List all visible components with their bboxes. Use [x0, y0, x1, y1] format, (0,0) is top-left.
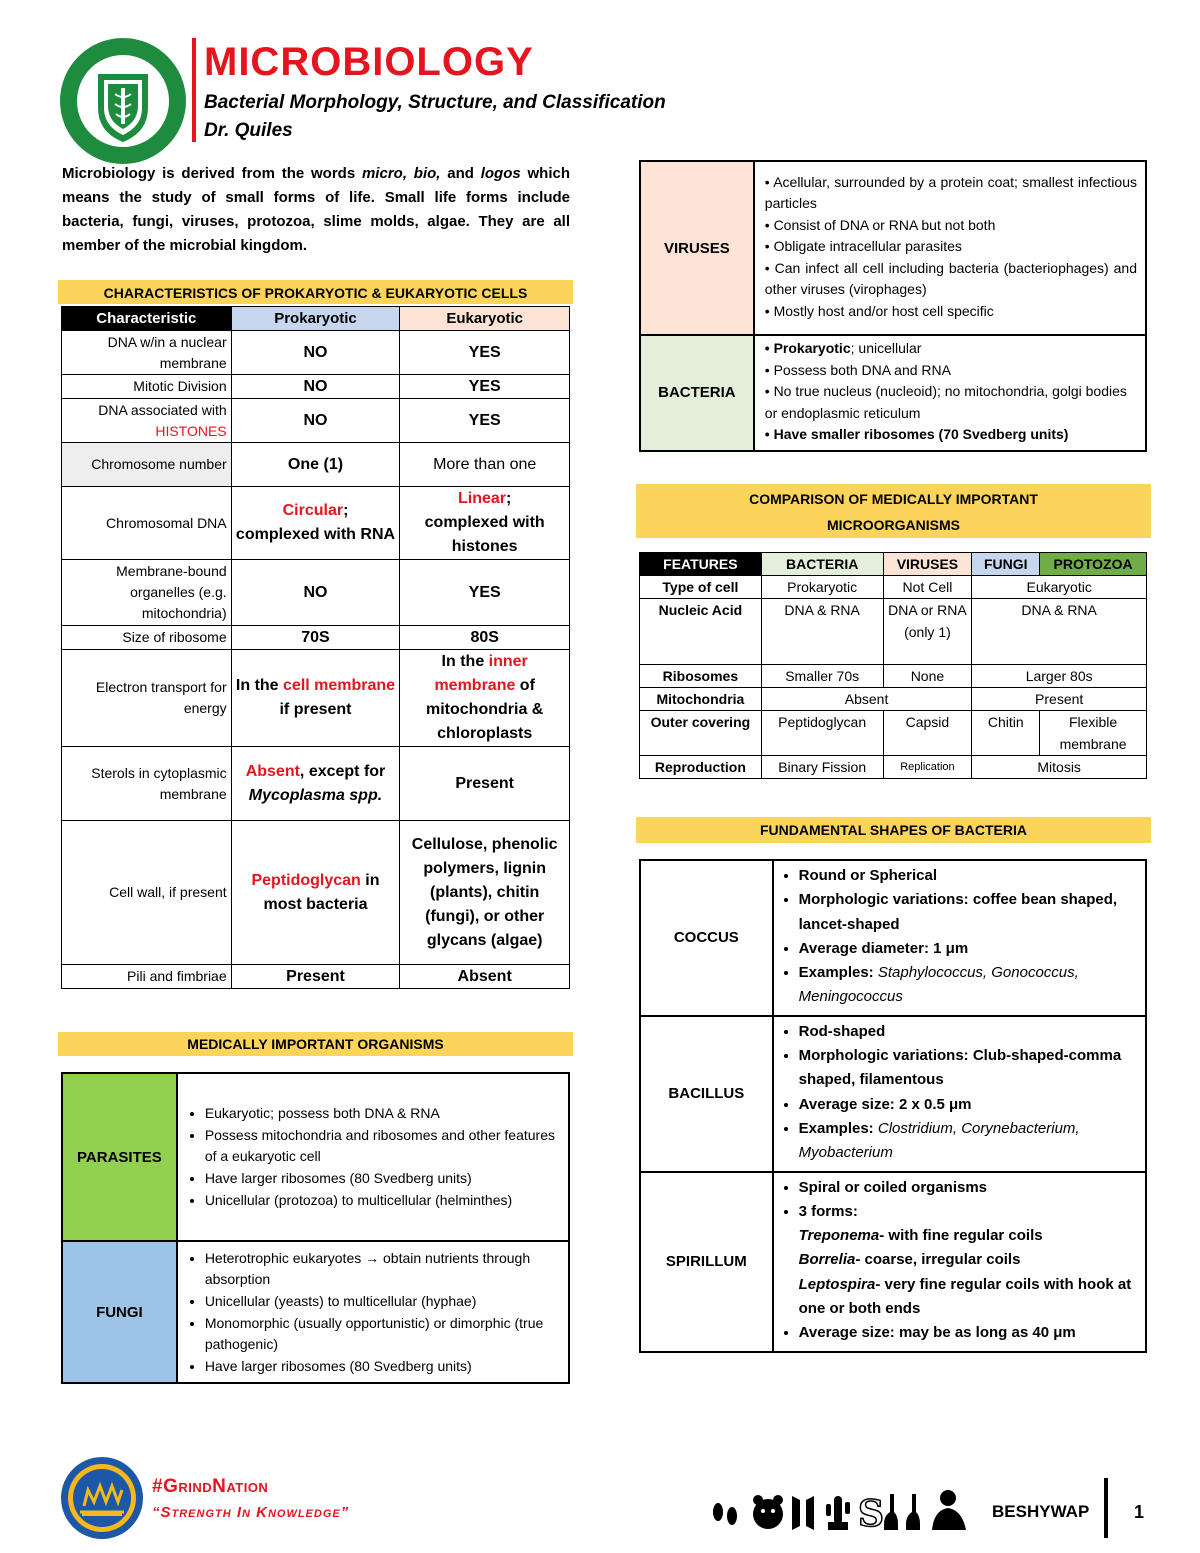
cell-value: YES — [400, 331, 570, 375]
table-row — [62, 331, 570, 375]
table-row — [640, 756, 1147, 779]
cell-value: None — [883, 665, 972, 688]
spirillum-details — [773, 1172, 1146, 1352]
cell-value: Flexible membrane — [1040, 711, 1147, 756]
cell-value: Larger 80s — [972, 665, 1147, 688]
organisms-banner: MEDICALLY IMPORTANT ORGANISMS — [58, 1032, 573, 1056]
list-item: • Eukaryotic; possess both DNA & RNA — [205, 1103, 567, 1124]
characteristics-table — [61, 306, 570, 989]
cell-value: DNA & RNA — [972, 599, 1147, 665]
person-icon — [932, 1490, 966, 1530]
bear-icon — [753, 1495, 783, 1529]
parasites-details — [177, 1073, 569, 1241]
list-item: • Average diameter: 1 μm — [799, 937, 1144, 961]
brand-name: BESHYWAP — [992, 1502, 1090, 1521]
bts-logo-icon — [792, 1496, 814, 1530]
list-item: • Heterotrophic eukaryotes → obtain nutrients through absorption — [205, 1248, 567, 1290]
list-item: • Round or Spherical — [799, 864, 1144, 888]
fungi-label: FUNGI — [62, 1241, 177, 1383]
cactus-icon — [826, 1496, 850, 1530]
table-row — [640, 335, 1146, 451]
row-label: Electron transport for energy — [62, 650, 232, 747]
table-row — [62, 560, 570, 626]
table-row — [62, 747, 570, 821]
list-item: • Obligate intracellular parasites — [764, 238, 962, 255]
cell-value: Present — [400, 747, 570, 821]
organisms-table — [61, 1072, 570, 1384]
coccus-label: COCCUS — [640, 860, 773, 1016]
cell-value: Smaller 70s — [761, 665, 883, 688]
header-fungi: FUNGI — [972, 553, 1040, 576]
row-label: Pili and fimbriae — [62, 965, 232, 989]
list-item: • Have larger ribosomes (80 Svedberg units) — [205, 1356, 567, 1377]
header-eukaryotic: Eukaryotic — [400, 307, 570, 331]
list-item: • Morphologic variations: coffee bean shaped, lancet-shaped — [799, 888, 1144, 937]
fungi-details — [177, 1241, 569, 1383]
list-item: • Possess both DNA and RNA — [764, 361, 951, 378]
cell-value: Binary Fission — [761, 756, 883, 779]
cell-value: Present — [972, 688, 1147, 711]
cell-value: NO — [231, 375, 400, 399]
table-row — [640, 1016, 1146, 1172]
list-item: • No true nucleus (nucleoid); no mitochondria, golgi bodies or endoplasmic reticulum — [764, 383, 1127, 421]
row-label: Nucleic Acid — [640, 599, 762, 665]
row-label: Type of cell — [640, 576, 762, 599]
table-row — [640, 665, 1147, 688]
cell-value: 80S — [400, 626, 570, 650]
cell-value: Circular; complexed with RNA — [231, 487, 400, 560]
list-item: • Monomorphic (usually opportunistic) or dimorphic (true pathogenic) — [205, 1313, 567, 1355]
decorative-icons-strip — [708, 1486, 980, 1532]
bacteria-details — [754, 335, 1146, 451]
university-seal-logo — [58, 36, 188, 166]
cell-value: Absent — [400, 965, 570, 989]
table-header-row — [62, 307, 570, 331]
hashtag-text: #GrindNation — [152, 1476, 269, 1497]
comparison-table — [639, 552, 1147, 779]
row-label: DNA associated with HISTONES — [62, 399, 232, 443]
list-item: • Rod-shaped — [799, 1020, 1144, 1044]
list-item: • Morphologic variations: Club-shaped-comma shaped, filamentous — [799, 1044, 1144, 1093]
table-row — [640, 860, 1146, 1016]
cell-value: NO — [231, 399, 400, 443]
table-row — [62, 1073, 569, 1241]
list-item: • Examples: Clostridium, Corynebacterium, Myobacterium — [799, 1117, 1144, 1166]
cell-value: More than one — [400, 443, 570, 487]
list-item: • Have larger ribosomes (80 Svedberg units) — [205, 1168, 567, 1189]
spirillum-label: SPIRILLUM — [640, 1172, 773, 1352]
viruses-label: VIRUSES — [640, 161, 754, 335]
list-item: • Examples: Staphylococcus, Gonococcus, Meningococcus — [799, 961, 1144, 1010]
cell-value: Replication — [883, 756, 972, 779]
author-name: Dr. Quiles — [204, 120, 293, 141]
cell-value: Cellulose, phenolic polymers, lignin (plants), chitin (fungi), or other glycans (algae) — [400, 821, 570, 965]
cell-value: Prokaryotic — [761, 576, 883, 599]
row-label: Reproduction — [640, 756, 762, 779]
cell-value: NO — [231, 560, 400, 626]
cell-value: In the inner membrane of mitochondria & chloroplasts — [400, 650, 570, 747]
cell-value: 70S — [231, 626, 400, 650]
footprints-icon — [713, 1503, 737, 1525]
shapes-table — [639, 859, 1147, 1353]
list-item: • Prokaryotic; unicellular — [764, 340, 922, 356]
header-prokaryotic: Prokaryotic — [231, 307, 400, 331]
table-row — [62, 443, 570, 487]
table-header-row — [640, 553, 1147, 576]
cell-value: NO — [231, 331, 400, 375]
list-item: • Unicellular (yeasts) to multicellular (hyphae) — [205, 1291, 567, 1312]
cell-value: Mitosis — [972, 756, 1147, 779]
intro-paragraph: Microbiology is derived from the words micro, bio, and logos which means the study of small forms of life. Small life forms include bacteria, fungi, viruses, protozoa, slime molds, algae. They are all member of the microbial kingdom. — [62, 165, 570, 254]
list-item: • Average size: may be as long as 40 μm — [799, 1321, 1144, 1345]
list-item: • 3 forms: Treponema- with fine regular coils Borrelia- coarse, irregular coils Leptospira- very fine regular coils with hook at one or both ends — [799, 1200, 1144, 1321]
header-protozoa: PROTOZOA — [1040, 553, 1147, 576]
row-label: Sterols in cytoplasmic membrane — [62, 747, 232, 821]
list-item: • Consist of DNA or RNA but not both — [764, 216, 996, 233]
coccus-details — [773, 860, 1146, 1016]
motto-text: “Strength In Knowledge” — [152, 1504, 350, 1521]
list-item: • Possess mitochondria and ribosomes and other features of a eukaryotic cell — [205, 1125, 567, 1167]
cell-value: Peptidoglycan — [761, 711, 883, 756]
shapes-banner: FUNDAMENTAL SHAPES OF BACTERIA — [636, 817, 1151, 843]
cell-value: In the cell membrane if present — [231, 650, 400, 747]
bacillus-label: BACILLUS — [640, 1016, 773, 1172]
row-label: Chromosomal DNA — [62, 487, 232, 560]
header-characteristic: Characteristic — [62, 307, 232, 331]
list-item: • Unicellular (protozoa) to multicellular (helminthes) — [205, 1190, 567, 1211]
cell-value: Linear; complexed with histones — [400, 487, 570, 560]
bottles-icon — [884, 1494, 920, 1530]
page-number: 1 — [1134, 1502, 1145, 1522]
table-row — [640, 711, 1147, 756]
header-viruses: VIRUSES — [883, 553, 972, 576]
table-row — [640, 688, 1147, 711]
cell-value: Capsid — [883, 711, 972, 756]
row-label: Ribosomes — [640, 665, 762, 688]
cell-value: YES — [400, 375, 570, 399]
bacillus-details — [773, 1016, 1146, 1172]
list-item: • Average size: 2 x 0.5 μm — [799, 1093, 1144, 1117]
list-item: • Have smaller ribosomes (70 Svedberg units) — [764, 426, 1069, 442]
viruses-bacteria-table — [639, 160, 1147, 452]
cell-value: Peptidoglycan in most bacteria — [231, 821, 400, 965]
table-row — [640, 576, 1147, 599]
cell-value: Eukaryotic — [972, 576, 1147, 599]
table-row — [62, 399, 570, 443]
row-label: Mitotic Division — [62, 375, 232, 399]
table-row — [62, 375, 570, 399]
list-item: • Acellular, surrounded by a protein coat; smallest infectious particles — [764, 173, 1137, 212]
title-accent-bar — [192, 38, 196, 142]
page-number-divider — [1104, 1478, 1108, 1538]
table-row — [640, 161, 1146, 335]
cell-value: Absent, except for Mycoplasma spp. — [231, 747, 400, 821]
row-label: Outer covering — [640, 711, 762, 756]
row-label: Membrane-bound organelles (e.g. mitochondria) — [62, 560, 232, 626]
table-row — [62, 821, 570, 965]
table-row — [640, 599, 1147, 665]
table-row — [62, 965, 570, 989]
cell-value: DNA or RNA (only 1) — [883, 599, 972, 665]
comparison-banner: COMPARISON OF MEDICALLY IMPORTANT MICROORGANISMS — [636, 484, 1151, 538]
svg-text:S: S — [858, 1493, 884, 1532]
page-title: MICROBIOLOGY — [204, 40, 534, 84]
characteristics-banner: CHARACTERISTICS OF PROKARYOTIC & EUKARYOTIC CELLS — [58, 280, 573, 304]
row-label: Size of ribosome — [62, 626, 232, 650]
cell-value: YES — [400, 399, 570, 443]
team-logo — [60, 1456, 144, 1540]
list-item: • Mostly host and/or host cell specific — [764, 302, 994, 319]
cell-value: YES — [400, 560, 570, 626]
table-row — [62, 487, 570, 560]
row-label: Mitochondria — [640, 688, 762, 711]
s-letter-icon — [858, 1493, 884, 1532]
header-bacteria: BACTERIA — [761, 553, 883, 576]
row-label: Cell wall, if present — [62, 821, 232, 965]
cell-value: Absent — [761, 688, 972, 711]
cell-value: Chitin — [972, 711, 1040, 756]
row-label: DNA w/in a nuclear membrane — [62, 331, 232, 375]
table-row — [640, 1172, 1146, 1352]
table-row — [62, 650, 570, 747]
row-label: Chromosome number — [62, 443, 232, 487]
list-item: • Spiral or coiled organisms — [799, 1176, 1144, 1200]
cell-value: Not Cell — [883, 576, 972, 599]
list-item: • Can infect all cell including bacteria (bacteriophages) and other viruses (virophages) — [764, 259, 1137, 298]
parasites-label: PARASITES — [62, 1073, 177, 1241]
page-subtitle: Bacterial Morphology, Structure, and Classification — [204, 92, 666, 113]
cell-value: Present — [231, 965, 400, 989]
cell-value: One (1) — [231, 443, 400, 487]
header-features: FEATURES — [640, 553, 762, 576]
bacteria-label: BACTERIA — [640, 335, 754, 451]
cell-value: DNA & RNA — [761, 599, 883, 665]
viruses-details — [754, 161, 1146, 335]
table-row — [62, 626, 570, 650]
table-row — [62, 1241, 569, 1383]
